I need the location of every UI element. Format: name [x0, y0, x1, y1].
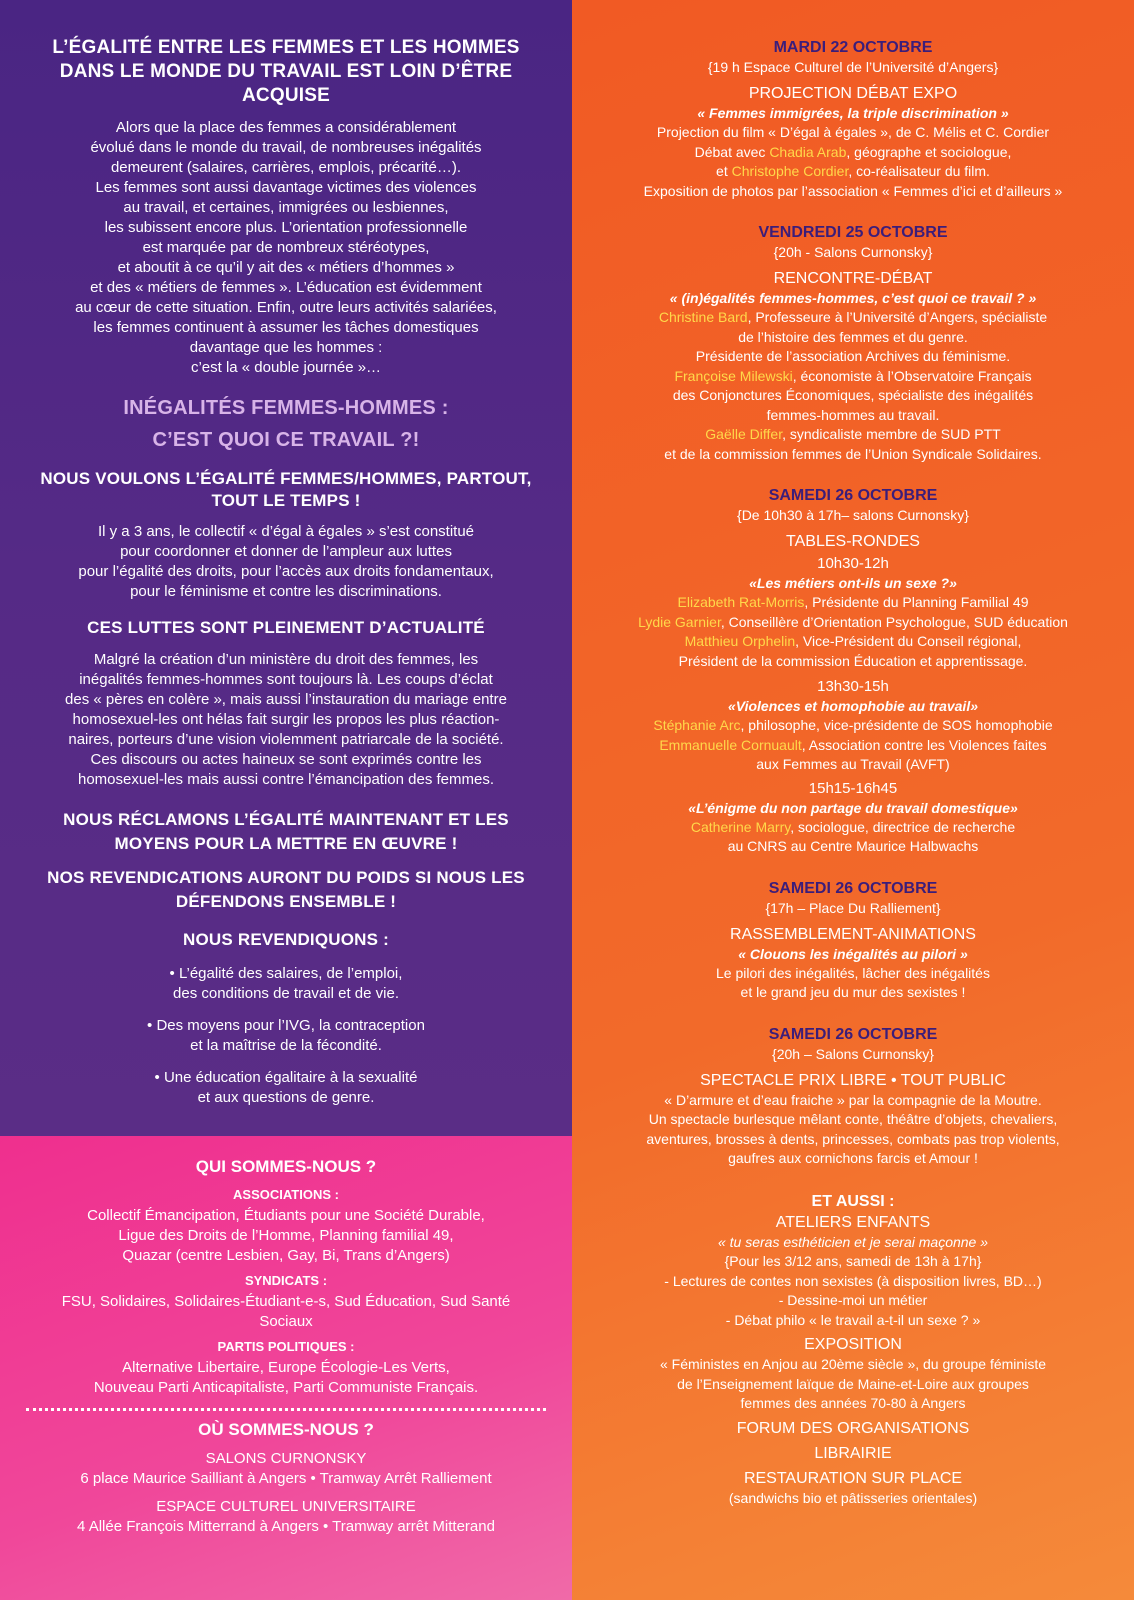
- event-type: RENCONTRE-DÉBAT: [773, 270, 933, 287]
- event-date: SAMEDI 26 OCTOBRE: [768, 879, 938, 897]
- speaker-name: Françoise Milewski: [674, 367, 793, 384]
- event-date: SAMEDI 26 OCTOBRE: [768, 1025, 938, 1043]
- event-quote: « Femmes immigrées, la triple discrimination »: [697, 105, 1009, 121]
- actuality-paragraph: Malgré la création d’un ministère du droit des femmes, les inégalités femmes-hommes sont toujours là. Les coups d’éclat des « pères en colère », mais aussi l’instauration du mariage entre homosexuel-les ont hélas fait surgir les propos les plus réaction- naires, porteurs d’une vision violemment patriarcale de la société. Ces discours ou actes haineux se sont exprimés contre les homosexuel-les mais aussi contre l’émancipation des femmes.: [65, 651, 507, 788]
- text: , co-réalisateur du film.: [848, 163, 990, 179]
- text: , géographe et sociologue,: [846, 143, 1012, 160]
- also-section: [582, 1191, 1124, 1509]
- event-type: RASSEMBLEMENT-ANIMATIONS: [730, 925, 976, 943]
- unions-text: FSU, Solidaires, Solidaires-Étudiant-e-s, Sud Éducation, Sud Santé Sociaux: [61, 1293, 511, 1330]
- event-text: « D’armure et d’eau fraiche » par la compagnie de la Moutre. Un spectacle burlesque mêlant conte, théâtre d’objets, chevaliers, aventures, brosses à dents, princesses, combats pas trop violents, gaufres aux cornichons farcis et Amour !: [646, 1091, 1060, 1166]
- event-type: PROJECTION DÉBAT EXPO: [748, 85, 958, 102]
- event-quote: « Clouons les inégalités au pilori »: [738, 945, 968, 962]
- kids-text: {Pour les 3/12 ans, samedi de 13h à 17h} - Lectures de contes non sexistes (à disposition livres, BD…) - Dessine-moi un métier - Débat philo « le travail a-t-il un sexe ? »: [664, 1253, 1042, 1328]
- session-time: 15h15-16h45: [808, 779, 898, 797]
- speaker-line: [582, 367, 1124, 387]
- event-quote: « (in)égalités femmes-hommes, c’est quoi ce travail ? »: [669, 290, 1037, 306]
- event-place: {De 10h30 à 17h– salons Curnonsky}: [737, 507, 969, 523]
- speaker-name: Lydie Garnier: [638, 613, 721, 630]
- speaker-name: Catherine Marry: [690, 818, 791, 835]
- collective-paragraph: Il y a 3 ans, le collectif « d’égal à égales » s’est constitué pour coordonner et donner de l’ampleur aux luttes pour l’égalité des droits, pour l’accès aux droits fondamentaux, pour le féminisme et contre les discriminations.: [78, 523, 494, 600]
- event-saturday-rally: [582, 879, 1124, 1003]
- event-date: VENDREDI 25 OCTOBRE: [758, 224, 948, 241]
- also-title: ET AUSSI :: [811, 1192, 895, 1210]
- event-saturday-roundtables: [582, 486, 1124, 857]
- speaker-name: Matthieu Orphelin: [684, 633, 796, 649]
- speaker-line: [582, 736, 1124, 756]
- event-place: {20h - Salons Curnonsky}: [773, 244, 933, 260]
- speaker-name: Christophe Cordier: [731, 163, 849, 179]
- event-place: {19 h Espace Culturel de l’Université d’Angers}: [707, 59, 999, 75]
- speaker-detail: aux Femmes au Travail (AVFT): [756, 756, 950, 772]
- event-type: SPECTACLE PRIX LIBRE • TOUT PUBLIC: [700, 1071, 1006, 1089]
- event-date: SAMEDI 26 OCTOBRE: [768, 487, 938, 504]
- main-title: L’ÉGALITÉ ENTRE LES FEMMES ET LES HOMMES DANS LE MONDE DU TRAVAIL EST LOIN D’ÊTRE ACQUISE: [52, 37, 520, 106]
- text: , sociologue, directrice de recherche: [790, 818, 1016, 835]
- speaker-name: Christine Bard: [658, 309, 748, 325]
- associations-text: Collectif Émancipation, Étudiants pour une Société Durable, Ligue des Droits de l’Homme, Planning familial 49, Quazar (centre Lesbien, Gay, Bi, Trans d’Angers): [87, 1207, 485, 1264]
- forum-label: FORUM DES ORGANISATIONS: [736, 1419, 970, 1437]
- speaker-detail: Président de la commission Éducation et apprentissage.: [678, 652, 1028, 669]
- speaker-line: [582, 593, 1124, 613]
- who-panel: [0, 1136, 572, 1600]
- text: , économiste à l’Observatoire Français: [792, 367, 1032, 384]
- catering-text: (sandwichs bio et pâtisseries orientales): [728, 1489, 978, 1506]
- event-date: MARDI 22 OCTOBRE: [773, 39, 933, 56]
- place-1-name: SALONS CURNONSKY: [205, 1450, 367, 1467]
- slogan-line-1: INÉGALITÉS FEMMES-HOMMES :: [123, 397, 449, 419]
- event-line: Exposition de photos par l’association « Femmes d’ici et d’ailleurs »: [643, 182, 1063, 199]
- session-time: 13h30-15h: [817, 678, 889, 695]
- kids-quote: « tu seras esthéticien et je serai maçonne »: [717, 1233, 989, 1250]
- speaker-detail: de l’histoire des femmes et du genre. Présidente de l’association Archives du féminisme.: [695, 328, 1011, 364]
- place-2-address: 4 Allée François Mitterrand à Angers • Tramway arrêt Mitterand: [77, 1518, 495, 1535]
- speaker-line: [582, 632, 1124, 652]
- speaker-detail: des Conjonctures Économiques, spécialiste des inégalités femmes-hommes au travail.: [672, 387, 1034, 423]
- text: , Association contre les Violences faites: [801, 736, 1047, 753]
- text: , philosophe, vice-présidente de SOS homophobie: [740, 717, 1053, 733]
- event-line: [582, 162, 1124, 182]
- expo-text: « Féministes en Anjou au 20ème siècle », du groupe féministe de l’Enseignement laïque de Maine-et-Loire aux groupes femmes des années 70-80 à Angers: [659, 1356, 1046, 1411]
- who-title: QUI SOMMES-NOUS ?: [195, 1157, 377, 1176]
- heading-equality: NOUS VOULONS L’ÉGALITÉ FEMMES/HOMMES, PARTOUT, TOUT LE TEMPS !: [40, 469, 532, 510]
- where-title: OÙ SOMMES-NOUS ?: [198, 1420, 374, 1439]
- speaker-line: [582, 818, 1124, 838]
- intro-paragraph: Alors que la place des femmes a considérablement évolué dans le monde du travail, de nombreuses inégalités demeurent (salaires, carrières, emplois, précarité…). Les femmes sont aussi davantage victimes des violences au travail, et certaines, immigrées ou lesbiennes, les subissent encore plus. L’orientation professionnelle est marquée par de nombreux stéréotypes, et aboutit à ce qu’il y ait des « métiers d’hommes » et des « métiers de femmes ». L’éducation est évidemment au cœur de cette situation. Enfin, outre leurs activités salariées, les femmes continuent à assumer les tâches domestiques davantage que les hommes : c’est la « double journée »…: [75, 119, 497, 376]
- event-place: {20h – Salons Curnonsky}: [772, 1045, 934, 1062]
- event-tuesday: [582, 38, 1124, 201]
- speaker-name: Emmanuelle Cornuault: [659, 736, 802, 753]
- session-time: 10h30-12h: [817, 555, 889, 572]
- heading-demand-now: NOUS RÉCLAMONS L’ÉGALITÉ MAINTENANT ET LES MOYENS POUR LA METTRE EN ŒUVRE !: [63, 810, 509, 853]
- manifesto-panel: [0, 0, 572, 1136]
- text: , Présidente du Planning Familial 49: [804, 594, 1029, 610]
- heading-actuality: CES LUTTES SONT PLEINEMENT D’ACTUALITÉ: [87, 618, 485, 637]
- heading-together: NOS REVENDICATIONS AURONT DU POIDS SI NOUS LES DÉFENDONS ENSEMBLE !: [47, 868, 525, 911]
- catering-label: RESTAURATION SUR PLACE: [743, 1469, 963, 1487]
- demand-bullet: • Une éducation égalitaire à la sexualité et aux questions de genre.: [154, 1069, 418, 1106]
- speaker-detail: et de la commission femmes de l’Union Syndicale Solidaires.: [664, 445, 1042, 462]
- event-line: [582, 143, 1124, 163]
- parties-text: Alternative Libertaire, Europe Écologie-Les Verts, Nouveau Parti Anticapitaliste, Parti Communiste Français.: [93, 1359, 479, 1396]
- place-1-address: 6 place Maurice Sailliant à Angers • Tramway Arrêt Ralliement: [80, 1470, 492, 1487]
- event-type: TABLES-RONDES: [786, 533, 920, 550]
- event-saturday-show: [582, 1025, 1124, 1169]
- session-quote: «L’énigme du non partage du travail domestique»: [688, 799, 1018, 816]
- place-2-name: ESPACE CULTUREL UNIVERSITAIRE: [156, 1498, 416, 1515]
- speaker-name: Elizabeth Rat-Morris: [677, 594, 805, 610]
- heading-demands: NOUS REVENDIQUONS :: [183, 930, 389, 949]
- text: , Conseillère d’Orientation Psychologue, SUD éducation: [720, 613, 1068, 630]
- text: , Vice-Président du Conseil régional,: [795, 633, 1022, 649]
- speaker-line: [582, 613, 1124, 633]
- event-friday: [582, 223, 1124, 464]
- event-line: Projection du film « D’égal à égales », de C. Mélis et C. Cordier: [656, 124, 1050, 140]
- parties-label: PARTIS POLITIQUES :: [217, 1339, 355, 1354]
- demand-bullet: • Des moyens pour l’IVG, la contraception et la maîtrise de la fécondité.: [147, 1017, 425, 1054]
- associations-label: ASSOCIATIONS :: [233, 1187, 339, 1202]
- dotted-divider: [26, 1408, 546, 1411]
- event-text: Le pilori des inégalités, lâcher des inégalités et le grand jeu du mur des sexistes !: [716, 964, 990, 1000]
- event-place: {17h – Place Du Ralliement}: [765, 899, 941, 916]
- session-quote: «Violences et homophobie au travail»: [728, 698, 978, 714]
- expo-title: EXPOSITION: [804, 1336, 902, 1353]
- speaker-line: [582, 308, 1124, 328]
- speaker-name: Gaëlle Differ: [705, 426, 783, 442]
- text: et: [716, 163, 732, 179]
- session-quote: «Les métiers ont-ils un sexe ?»: [749, 575, 957, 591]
- slogan-line-2: C’EST QUOI CE TRAVAIL ?!: [152, 429, 420, 451]
- text: Débat avec: [694, 143, 770, 160]
- kids-title: ATELIERS ENFANTS: [775, 1213, 931, 1231]
- speaker-line: [582, 425, 1124, 445]
- text: , Professeure à l’Université d’Angers, spécialiste: [747, 309, 1048, 325]
- bookshop-label: LIBRAIRIE: [814, 1444, 892, 1462]
- unions-label: SYNDICATS :: [244, 1273, 328, 1288]
- demand-bullet: • L’égalité des salaires, de l’emploi, des conditions de travail et de vie.: [169, 965, 403, 1002]
- speaker-line: [582, 716, 1124, 736]
- program-panel: [572, 0, 1134, 1600]
- speaker-name: Stéphanie Arc: [653, 717, 741, 733]
- speaker-name: Chadia Arab: [769, 143, 847, 160]
- text: , syndicaliste membre de SUD PTT: [782, 426, 1001, 442]
- speaker-detail: au CNRS au Centre Maurice Halbwachs: [727, 838, 979, 854]
